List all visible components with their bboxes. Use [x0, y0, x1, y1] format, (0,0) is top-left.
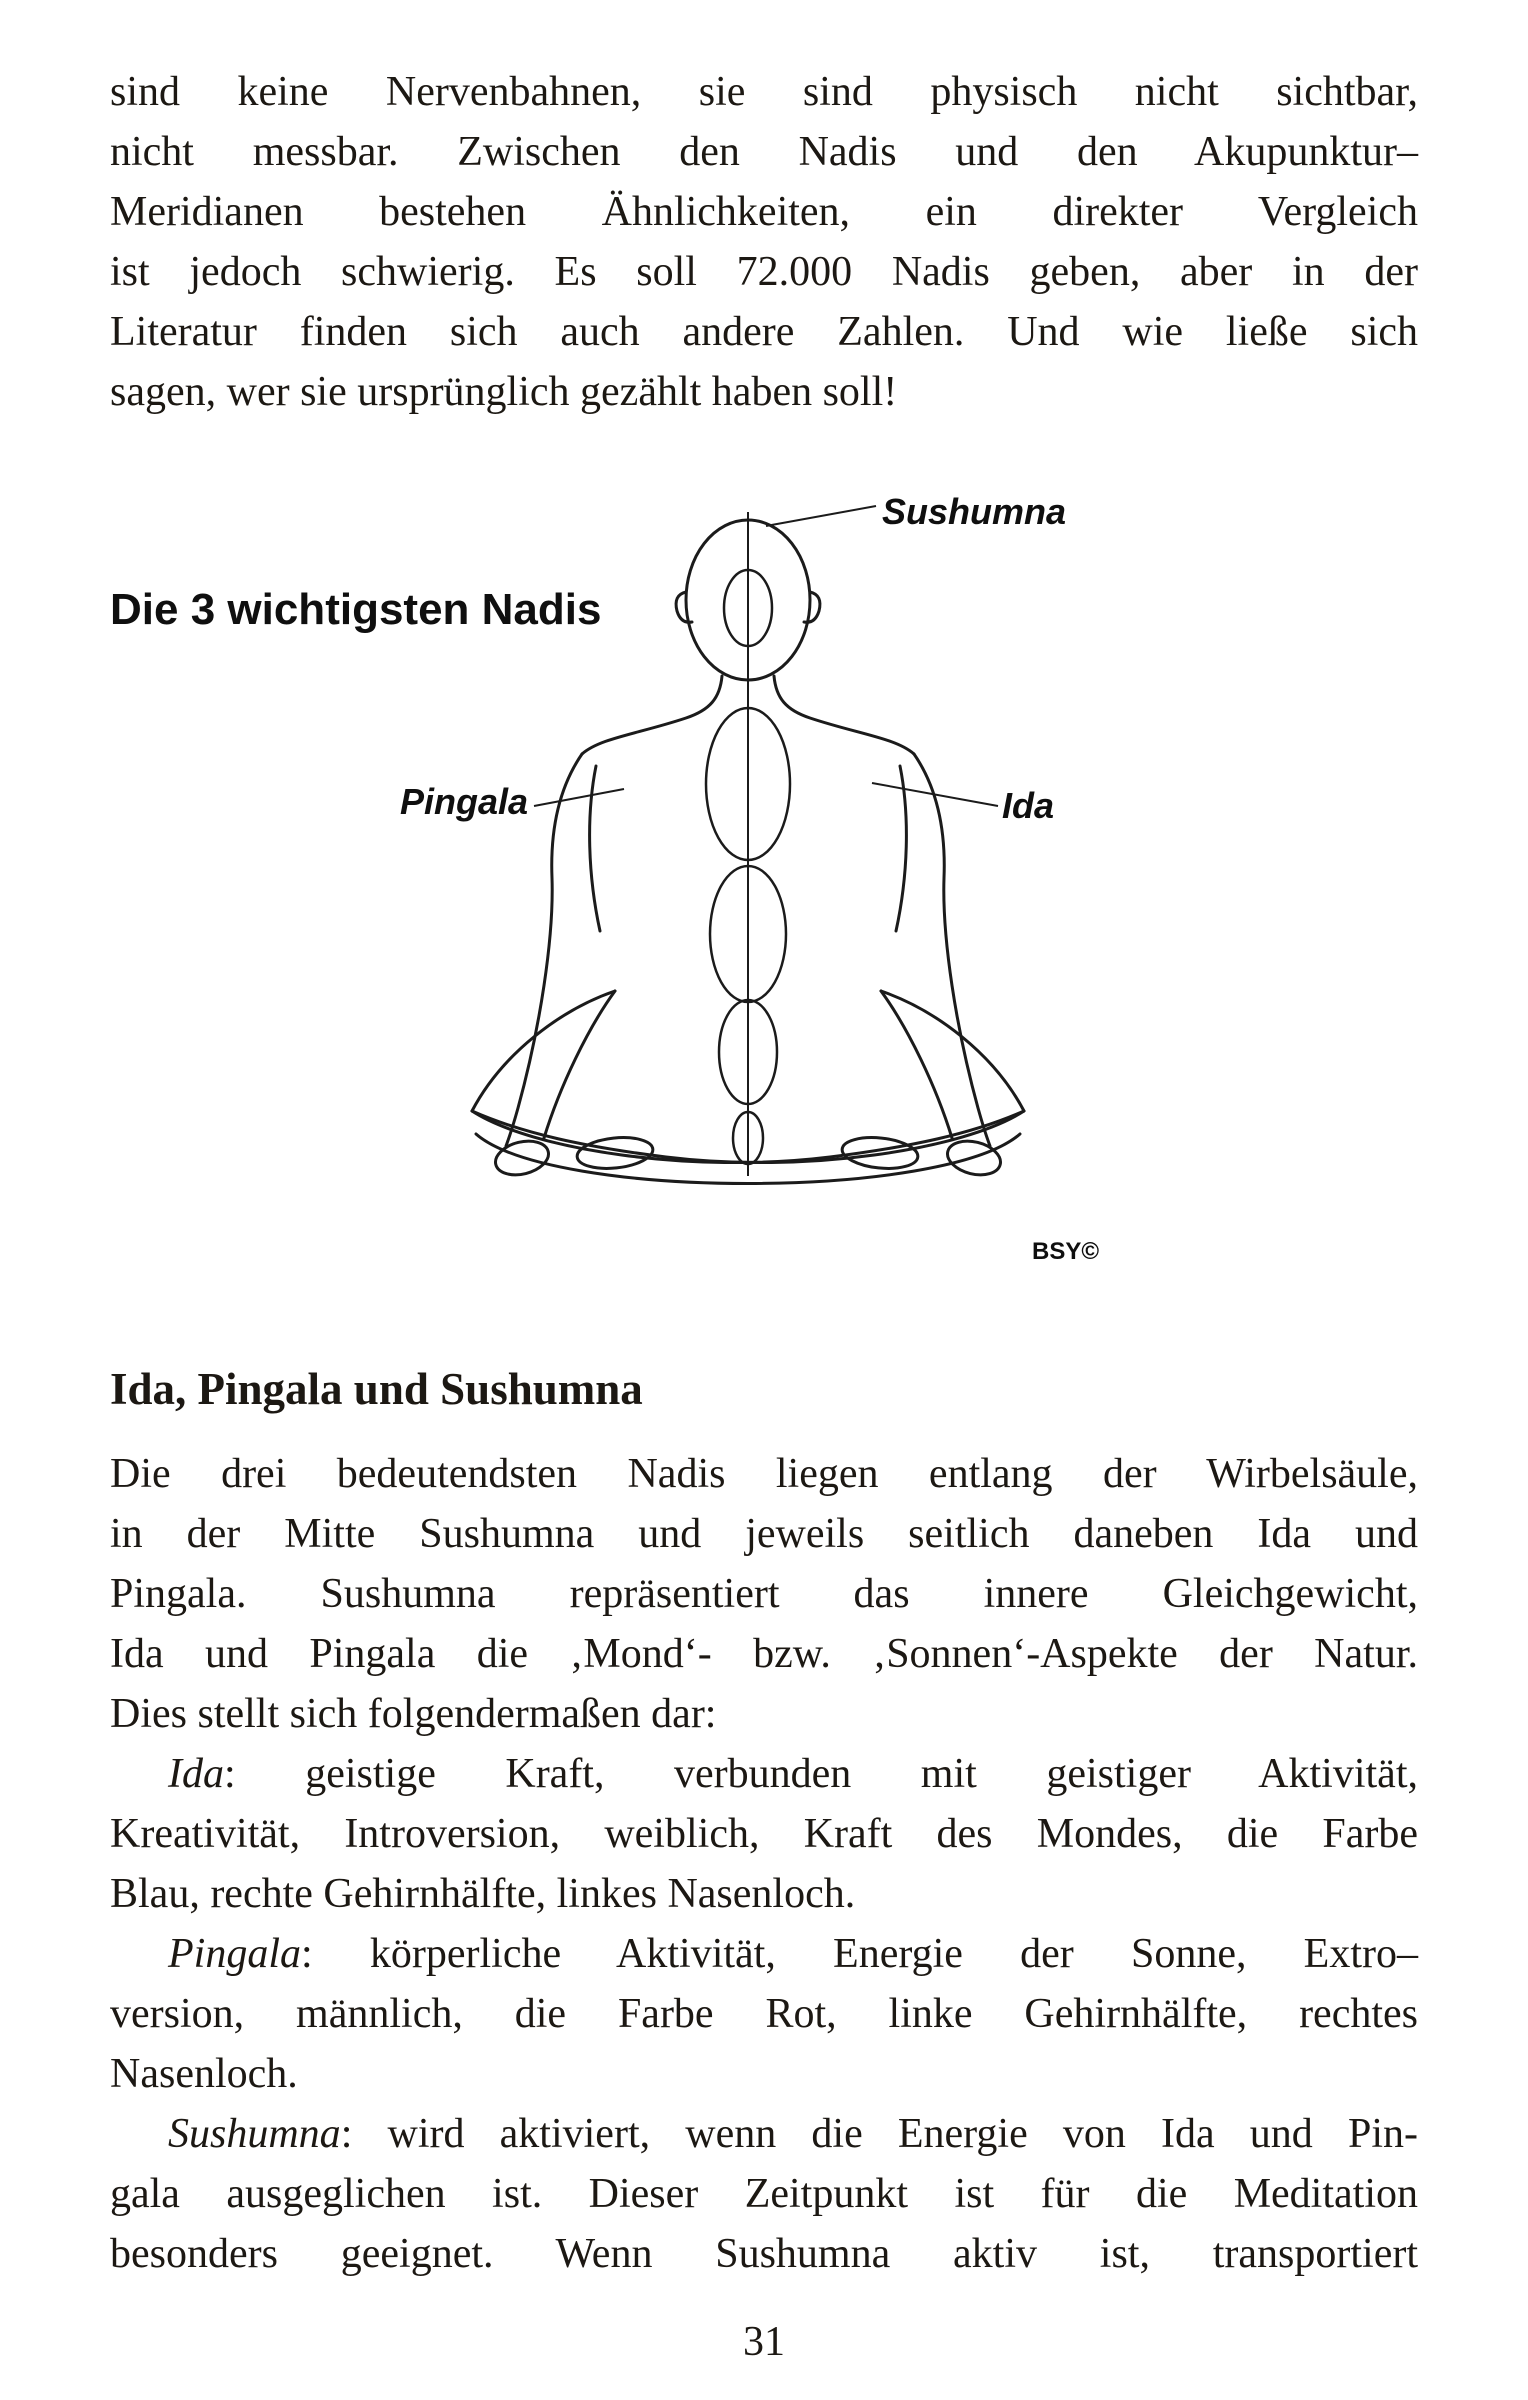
paragraph	[110, 2104, 1418, 2284]
text-line: Pingala: körperliche Aktivität, Energie der Sonne, Extro–	[168, 1931, 1418, 1977]
meditation-figure-illustration	[410, 486, 1110, 1276]
text-line: Ida: geistige Kraft, verbunden mit geistiger Aktivität,	[168, 1751, 1418, 1797]
text-line: in der Mitte Sushumna und jeweils seitlich daneben Ida und	[110, 1511, 1418, 1557]
text-line: Nasenloch.	[110, 2051, 298, 2097]
text-line: Dies stellt sich folgendermaßen dar:	[110, 1691, 717, 1737]
figure-label-ida: Ida	[1002, 785, 1055, 826]
page-number: 31	[743, 2319, 785, 2365]
text-line: Kreativität, Introversion, weiblich, Kraft des Mondes, die Farbe	[110, 1811, 1418, 1857]
italic-term: Pingala	[168, 1931, 301, 1977]
figure-credit: BSY©	[1032, 1238, 1100, 1265]
text-line: Ida und Pingala die ‚Mond‘- bzw. ‚Sonnen‘-Aspekte der Natur.	[110, 1631, 1418, 1677]
text-line: Sushumna: wird aktiviert, wenn die Energie von Ida und Pin-	[168, 2111, 1418, 2157]
text-line: besonders geeignet. Wenn Sushumna aktiv ist, transportiert	[110, 2231, 1418, 2277]
figure-heading: Die 3 wichtigsten Nadis	[110, 585, 602, 634]
text-line: Literatur finden sich auch andere Zahlen. Und wie ließe sich	[110, 309, 1418, 355]
section-heading: Ida, Pingala und Sushumna	[110, 1364, 643, 1414]
text-line: Die drei bedeutendsten Nadis liegen entlang der Wirbelsäule,	[110, 1451, 1418, 1497]
figure-label-pingala: Pingala	[399, 781, 528, 822]
italic-term: Ida	[168, 1751, 224, 1797]
text-line: sagen, wer sie ursprünglich gezählt haben soll!	[110, 369, 898, 415]
text-line: version, männlich, die Farbe Rot, linke Gehirnhälfte, rechtes	[110, 1991, 1418, 2037]
text-line: ist jedoch schwierig. Es soll 72.000 Nadis geben, aber in der	[110, 249, 1418, 295]
text-line: Blau, rechte Gehirnhälfte, linkes Nasenloch.	[110, 1871, 856, 1917]
pointer-lines	[534, 506, 998, 806]
paragraph	[110, 1924, 1418, 2104]
paragraph	[110, 1744, 1418, 1924]
paragraph	[110, 62, 1418, 422]
text-line: Pingala. Sushumna repräsentiert das innere Gleichgewicht,	[110, 1571, 1418, 1617]
nadis-figure	[110, 486, 1418, 1276]
figure-label-sushumna: Sushumna	[882, 491, 1067, 532]
text-line: gala ausgeglichen ist. Dieser Zeitpunkt ist für die Meditation	[110, 2171, 1418, 2217]
italic-term: Sushumna	[168, 2111, 341, 2157]
paragraph	[110, 1444, 1418, 1744]
section-body	[110, 1444, 1418, 2284]
text-line: Meridianen bestehen Ähnlichkeiten, ein direkter Vergleich	[110, 189, 1418, 235]
text-line: sind keine Nervenbahnen, sie sind physisch nicht sichtbar,	[110, 69, 1418, 115]
intro-paragraph	[110, 0, 1418, 422]
text-line: nicht messbar. Zwischen den Nadis und den Akupunktur–	[110, 129, 1418, 175]
